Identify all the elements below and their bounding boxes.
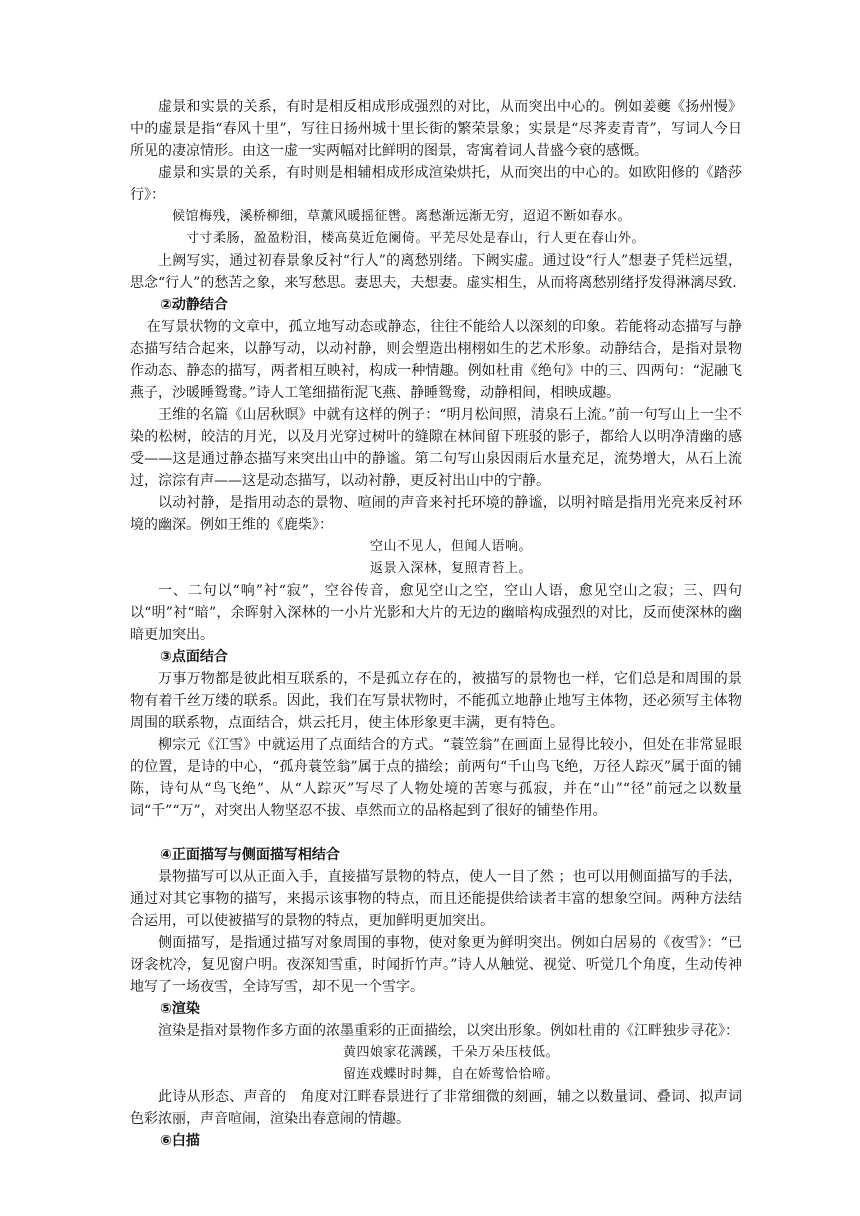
poem-line: 黄四娘家花满蹊，千朵万朵压枝低。 [342, 1045, 559, 1060]
poem-line: 返景入深林，复照青苔上。 [369, 561, 532, 576]
blank-line [130, 822, 742, 844]
poem-line: 留连戏蝶时时舞，自在娇莺恰恰啼。 [342, 1067, 559, 1082]
paragraph: 王维的名篇《山居秋暝》中就有这样的例子：“明月松间照，清泉石上流。”前一句写山上一尘不染的松树，皎洁的月光，以及月光穿过树叶的缝隙在林间留下班驳的影子，都给人以明净清幽的感受——这是通过静态描写来突出山中的静谧。第二句写山泉因雨后水量充足，流势增大，从石上流过，淙淙有声——这是动态描写，以动衬静，更反衬出山中的宁静。 [130, 407, 742, 489]
section-heading: ④正面描写与侧面描写相结合 [160, 847, 340, 863]
document-page [130, 96, 742, 1152]
paragraph: 景物描写可以从正面入手，直接描写景物的特点，使人一目了然 ；也可以用侧面描写的手法，通过对其它事物的描写，来揭示该事物的特点，而且还能提供给读者丰富的想象空间。两种方法结合运用，可以使被描写的景物的特点，更加鲜明更加突出。 [130, 869, 742, 929]
section-heading: ③点面结合 [160, 649, 228, 665]
paragraph: 虚景和实景的关系，有时是相反相成形成强烈的对比，从而突出中心的。例如姜夔《扬州慢》中的虚景是指“春风十里”，写往日扬州城十里长街的繁荣景象；实景是“尽荠麦青青”，写词人今日所见的凄凉情形。由这一虚一实两幅对比鲜明的图景，寄寓着词人昔盛今衰的感慨。 [130, 99, 742, 159]
paragraph: 在写景状物的文章中，孤立地写动态或静态，往往不能给人以深刻的印象。若能将动态描写与静态描写结合起来，以静写动，以动衬静，则会塑造出栩栩如生的艺术形象。动静结合，是指对景物作动态、静态的描写，两者相互映衬，构成一种情趣。例如杜甫《绝句》中的三、四两句：“泥融飞燕子，沙暖睡鸳鸯。”诗人工笔细描衔泥飞燕、静睡鸳鸯，动静相间，相映成趣。 [130, 319, 742, 401]
poem-line: 空山不见人，但闻人语响。 [369, 539, 532, 554]
paragraph: 万事万物都是彼此相互联系的，不是孤立存在的，被描写的景物也一样，它们总是和周围的景物有着千丝万缕的联系。因此，我们在写景状物时，不能孤立地静止地写主体物，还必须写主体物周围的联系物，点面结合，烘云托月，使主体形象更丰满，更有特色。 [130, 671, 742, 731]
paragraph: 虚景和实景的关系，有时则是相辅相成形成渲染烘托，从而突出的中心的。如欧阳修的《踏莎行》： [130, 165, 742, 203]
paragraph: 一、二句以“响”衬“寂”，空谷传音，愈见空山之空，空山人语，愈见空山之寂；三、四句以“明”衬“暗”，余晖射入深林的一小片光影和大片的无边的幽暗构成强烈的对比，反而使深林的幽暗更加突出。 [130, 583, 742, 643]
paragraph: 柳宗元《江雪》中就运用了点面结合的方式。“蓑笠翁”在画面上显得比较小，但处在非常显眼的位置，是诗的中心，“孤舟蓑笠翁”属于点的描绘；前两句“千山鸟飞绝，万径人踪灭”属于面的铺陈，诗句从“鸟飞绝”、从“人踪灭”写尽了人物处境的苦寒与孤寂，并在“山”“径”前冠之以数量词“千”“万”，对突出人物坚忍不拔、卓然而立的品格起到了很好的铺垫作用。 [130, 737, 742, 819]
paragraph: 渲染是指对景物作多方面的浓墨重彩的正面描绘，以突出形象。例如杜甫的《江畔独步寻花》： [158, 1023, 739, 1039]
section-heading: ⑤渲染 [160, 1001, 200, 1017]
section-heading: ⑥白描 [160, 1133, 200, 1149]
paragraph: 上阙写实，通过初春景象反衬“行人”的离愁别绪。下阙实虚。通过设“行人”想妻子凭栏远望，思念“行人”的愁苦之象，来写愁思。妻思夫，夫想妻。虚实相生，从而将离愁别绪抒发得淋漓尽致. [130, 253, 742, 291]
section-heading: ②动静结合 [160, 297, 228, 313]
poem-line: 候馆梅残，溪桥柳细，草薰风暖摇征辔。离愁渐远渐无穷，迢迢不断如春水。 [172, 209, 632, 224]
paragraph: 此诗从形态、声音的 角度对江畔春景进行了非常细微的刻画，辅之以数量词、叠词、拟声词色彩浓丽，声音喧闹，渲染出春意闹的情趣。 [130, 1089, 742, 1127]
poem-line: 寸寸柔肠，盈盈粉泪，楼高莫近危阑倚。平芜尽处是春山，行人更在春山外。 [186, 231, 646, 246]
paragraph: 以动衬静，是指用动态的景物、喧闹的声音来衬托环境的静谧，以明衬暗是指用光亮来反衬环境的幽深。例如王维的《鹿柴》： [130, 495, 742, 533]
paragraph: 侧面描写，是指通过描写对象周围的事物，使对象更为鲜明突出。例如白居易的《夜雪》：“已讶衾枕冷，复见窗户明。夜深知雪重，时闻折竹声。”诗人从触觉、视觉、听觉几个角度，生动传神地写了一场夜雪，全诗写雪，却不见一个雪字。 [130, 935, 742, 995]
